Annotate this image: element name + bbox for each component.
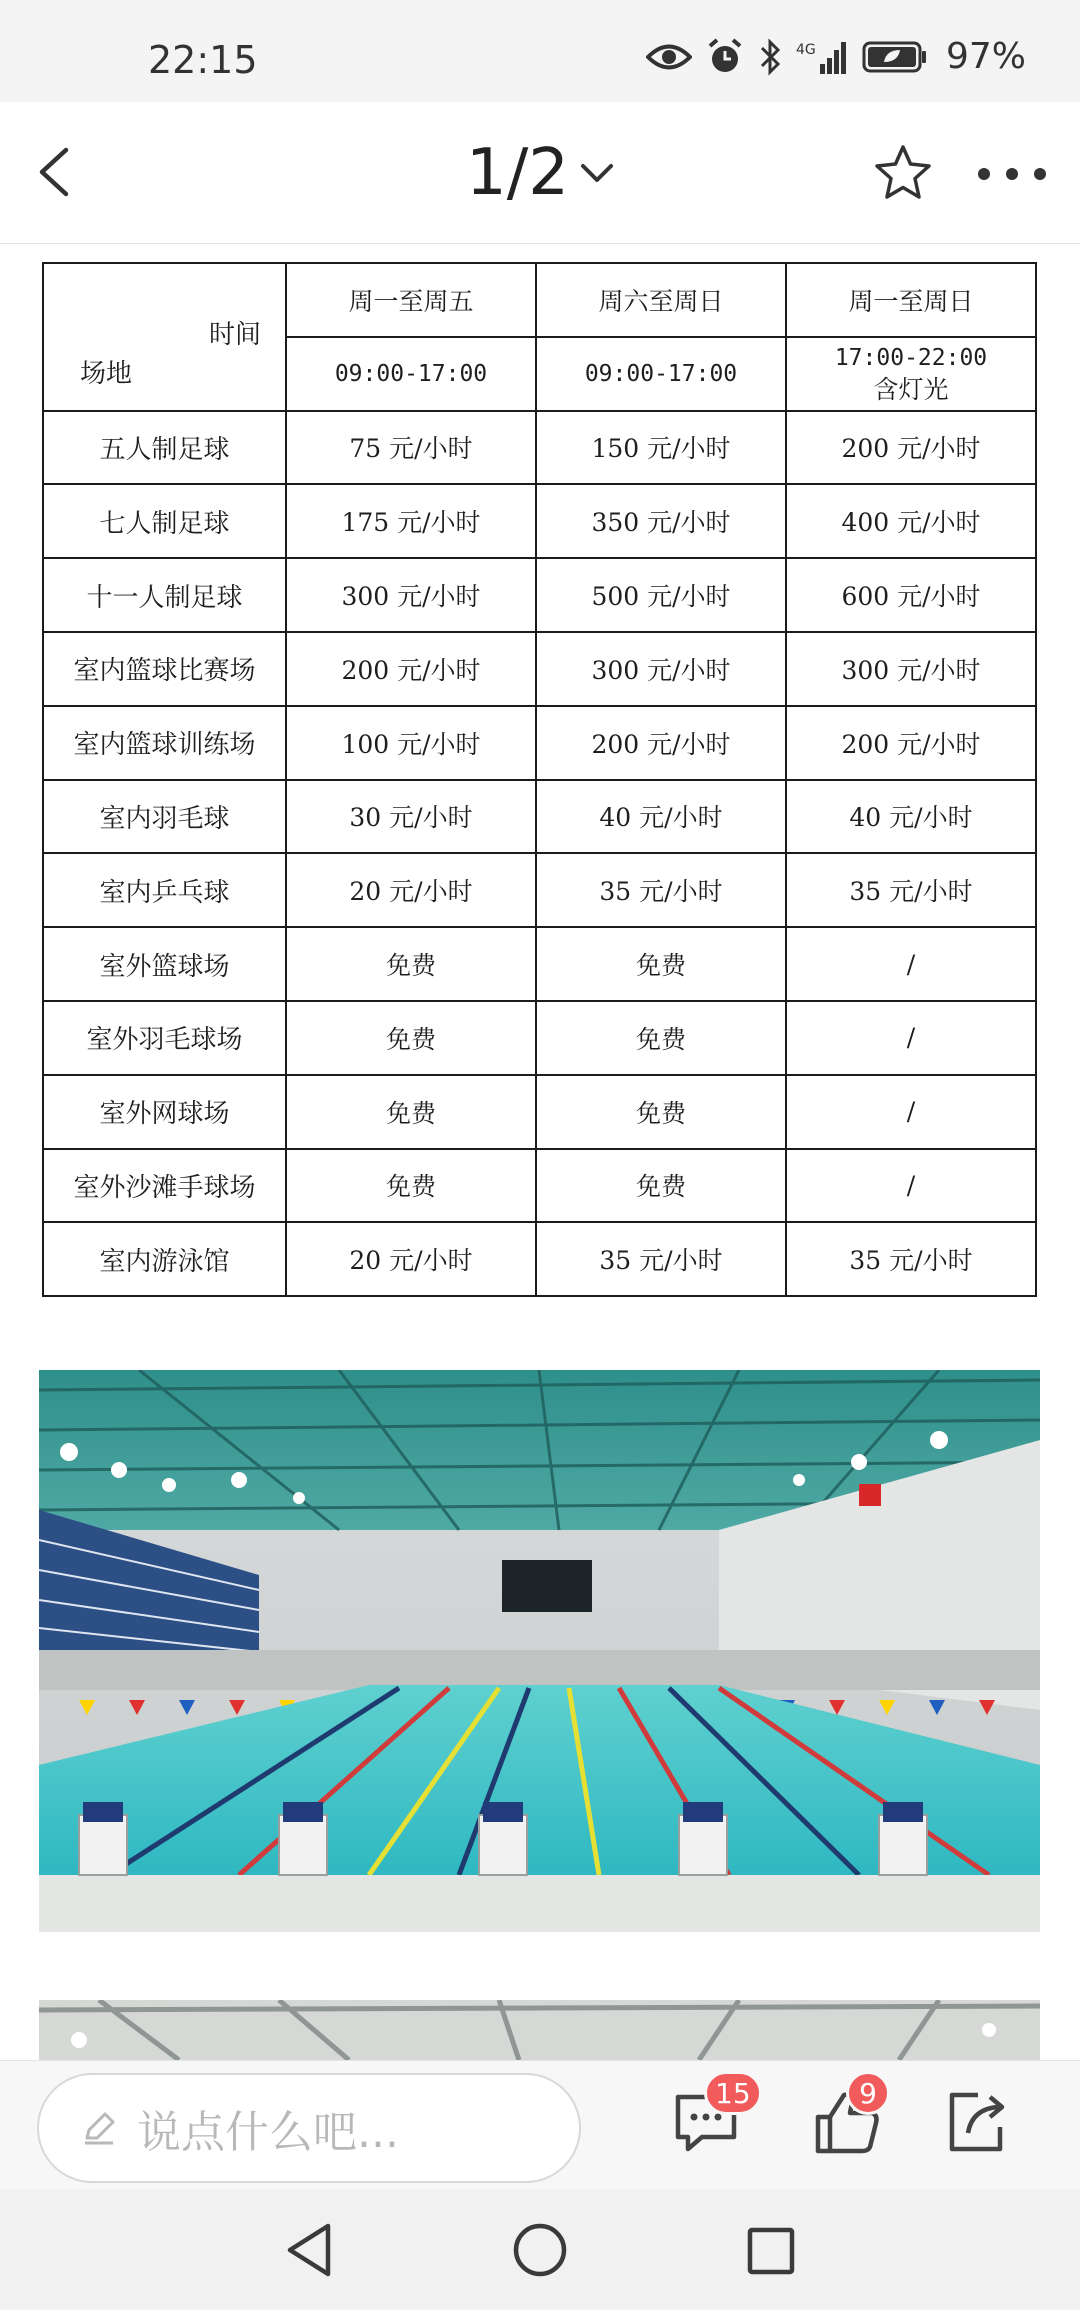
- venue-name-cell: 室内篮球比赛场: [43, 632, 286, 706]
- back-icon: [28, 142, 88, 202]
- table-row: [43, 411, 1036, 485]
- sys-back-icon: [278, 2218, 342, 2282]
- status-bar: [0, 0, 1080, 102]
- page-indicator: 1/2: [466, 136, 569, 210]
- more-icon: [976, 162, 1048, 186]
- price-cell: 200 元/小时: [286, 632, 536, 706]
- price-cell: 35 元/小时: [536, 1222, 786, 1296]
- back-button[interactable]: [28, 142, 88, 202]
- favorite-button[interactable]: [872, 142, 934, 204]
- price-cell: 免费: [536, 927, 786, 1001]
- column-time-label: 09:00-17:00: [286, 337, 536, 411]
- venue-name-cell: 室外羽毛球场: [43, 1001, 286, 1075]
- price-cell: 600 元/小时: [786, 558, 1036, 632]
- venue-name-cell: 七人制足球: [43, 484, 286, 558]
- column-time-note: 含灯光: [873, 374, 949, 404]
- system-navigation-bar: [0, 2190, 1080, 2310]
- bluetooth-icon: [758, 38, 782, 76]
- venue-name-cell: 室外篮球场: [43, 927, 286, 1001]
- venue-name-cell: 室内篮球训练场: [43, 706, 286, 780]
- column-days-label: 周一至周日: [786, 263, 1036, 337]
- price-cell: /: [786, 1149, 1036, 1223]
- table-row: [43, 632, 1036, 706]
- price-cell: 300 元/小时: [786, 632, 1036, 706]
- table-row: [43, 1075, 1036, 1149]
- price-cell: 400 元/小时: [786, 484, 1036, 558]
- eye-icon: [646, 40, 692, 74]
- price-cell: 35 元/小时: [786, 853, 1036, 927]
- signal-icon: [796, 38, 848, 76]
- venue-name-cell: 室外沙滩手球场: [43, 1149, 286, 1223]
- price-cell: 150 元/小时: [536, 411, 786, 485]
- sys-recents-icon: [738, 2218, 802, 2282]
- network-type-label: 4G: [795, 41, 816, 58]
- price-cell: 免费: [536, 1149, 786, 1223]
- price-cell: 75 元/小时: [286, 411, 536, 485]
- sys-back-button[interactable]: [278, 2218, 342, 2282]
- comments-button[interactable]: [668, 2076, 751, 2163]
- post-content[interactable]: [0, 245, 1080, 2060]
- price-cell: /: [786, 1075, 1036, 1149]
- column-days-label: 周六至周日: [536, 263, 786, 337]
- header-diagonal-cell: [43, 263, 286, 411]
- price-cell: 20 元/小时: [286, 853, 536, 927]
- chevron-down-icon: [579, 155, 615, 191]
- more-button[interactable]: [976, 162, 1048, 186]
- status-icons: [646, 36, 1026, 77]
- venue-name-cell: 室内乒乓球: [43, 853, 286, 927]
- venue-name-cell: 十一人制足球: [43, 558, 286, 632]
- price-cell: 200 元/小时: [536, 706, 786, 780]
- venue-name-cell: 室内游泳馆: [43, 1222, 286, 1296]
- table-row: [43, 706, 1036, 780]
- table-header-row: [43, 263, 1036, 337]
- status-time: 22:15: [148, 38, 258, 82]
- star-icon: [872, 142, 934, 204]
- price-cell: 300 元/小时: [536, 632, 786, 706]
- indoor-swimming-pool-photo[interactable]: [39, 1370, 1040, 1932]
- like-button[interactable]: [808, 2076, 888, 2163]
- sys-home-icon: [508, 2218, 572, 2282]
- table-row: [43, 1222, 1036, 1296]
- alarm-icon: [706, 38, 744, 76]
- sys-recents-button[interactable]: [738, 2218, 802, 2282]
- venue-name-cell: 室外网球场: [43, 1075, 286, 1149]
- like-count-badge: 9: [846, 2071, 890, 2115]
- table-row: [43, 1001, 1036, 1075]
- stadium-roof-photo[interactable]: [39, 2000, 1040, 2060]
- top-nav-bar: [0, 102, 1080, 244]
- table-row: [43, 927, 1036, 1001]
- header-time-label: 时间: [208, 320, 261, 350]
- price-cell: 免费: [286, 1149, 536, 1223]
- share-button[interactable]: [938, 2083, 1018, 2163]
- venue-name-cell: 五人制足球: [43, 411, 286, 485]
- price-cell: 35 元/小时: [536, 853, 786, 927]
- price-cell: 350 元/小时: [536, 484, 786, 558]
- table-row: [43, 558, 1036, 632]
- column-time-cell: [786, 337, 1036, 411]
- price-cell: 500 元/小时: [536, 558, 786, 632]
- price-cell: 40 元/小时: [536, 780, 786, 854]
- price-cell: /: [786, 927, 1036, 1001]
- column-time-label: 17:00-22:00: [834, 344, 988, 371]
- price-cell: 20 元/小时: [286, 1222, 536, 1296]
- price-cell: 免费: [536, 1001, 786, 1075]
- table-row: [43, 1149, 1036, 1223]
- price-cell: 200 元/小时: [786, 411, 1036, 485]
- venue-name-cell: 室内羽毛球: [43, 780, 286, 854]
- comment-placeholder: 说点什么吧...: [137, 2107, 399, 2158]
- battery-icon: [862, 40, 928, 74]
- column-days-label: 周一至周五: [286, 263, 536, 337]
- price-cell: 免费: [286, 927, 536, 1001]
- price-cell: 200 元/小时: [786, 706, 1036, 780]
- table-row: [43, 484, 1036, 558]
- table-row: [43, 853, 1036, 927]
- price-cell: 300 元/小时: [286, 558, 536, 632]
- price-cell: 100 元/小时: [286, 706, 536, 780]
- column-time-label: 09:00-17:00: [536, 337, 786, 411]
- sys-home-button[interactable]: [508, 2218, 572, 2282]
- price-cell: 30 元/小时: [286, 780, 536, 854]
- price-cell: 175 元/小时: [286, 484, 536, 558]
- price-cell: /: [786, 1001, 1036, 1075]
- venue-fee-table: [42, 262, 1037, 1297]
- comment-input[interactable]: [37, 2073, 581, 2183]
- table-row: [43, 780, 1036, 854]
- page-indicator-dropdown[interactable]: [466, 138, 615, 208]
- price-cell: 35 元/小时: [786, 1222, 1036, 1296]
- bottom-comment-bar: [0, 2060, 1080, 2190]
- price-cell: 免费: [286, 1001, 536, 1075]
- share-icon: [938, 2083, 1018, 2163]
- price-cell: 40 元/小时: [786, 780, 1036, 854]
- battery-percent: 97%: [945, 36, 1026, 77]
- pen-icon: [79, 2108, 119, 2148]
- price-cell: 免费: [286, 1075, 536, 1149]
- comment-count-badge: 15: [704, 2071, 762, 2115]
- price-cell: 免费: [536, 1075, 786, 1149]
- header-venue-label: 场地: [80, 358, 133, 389]
